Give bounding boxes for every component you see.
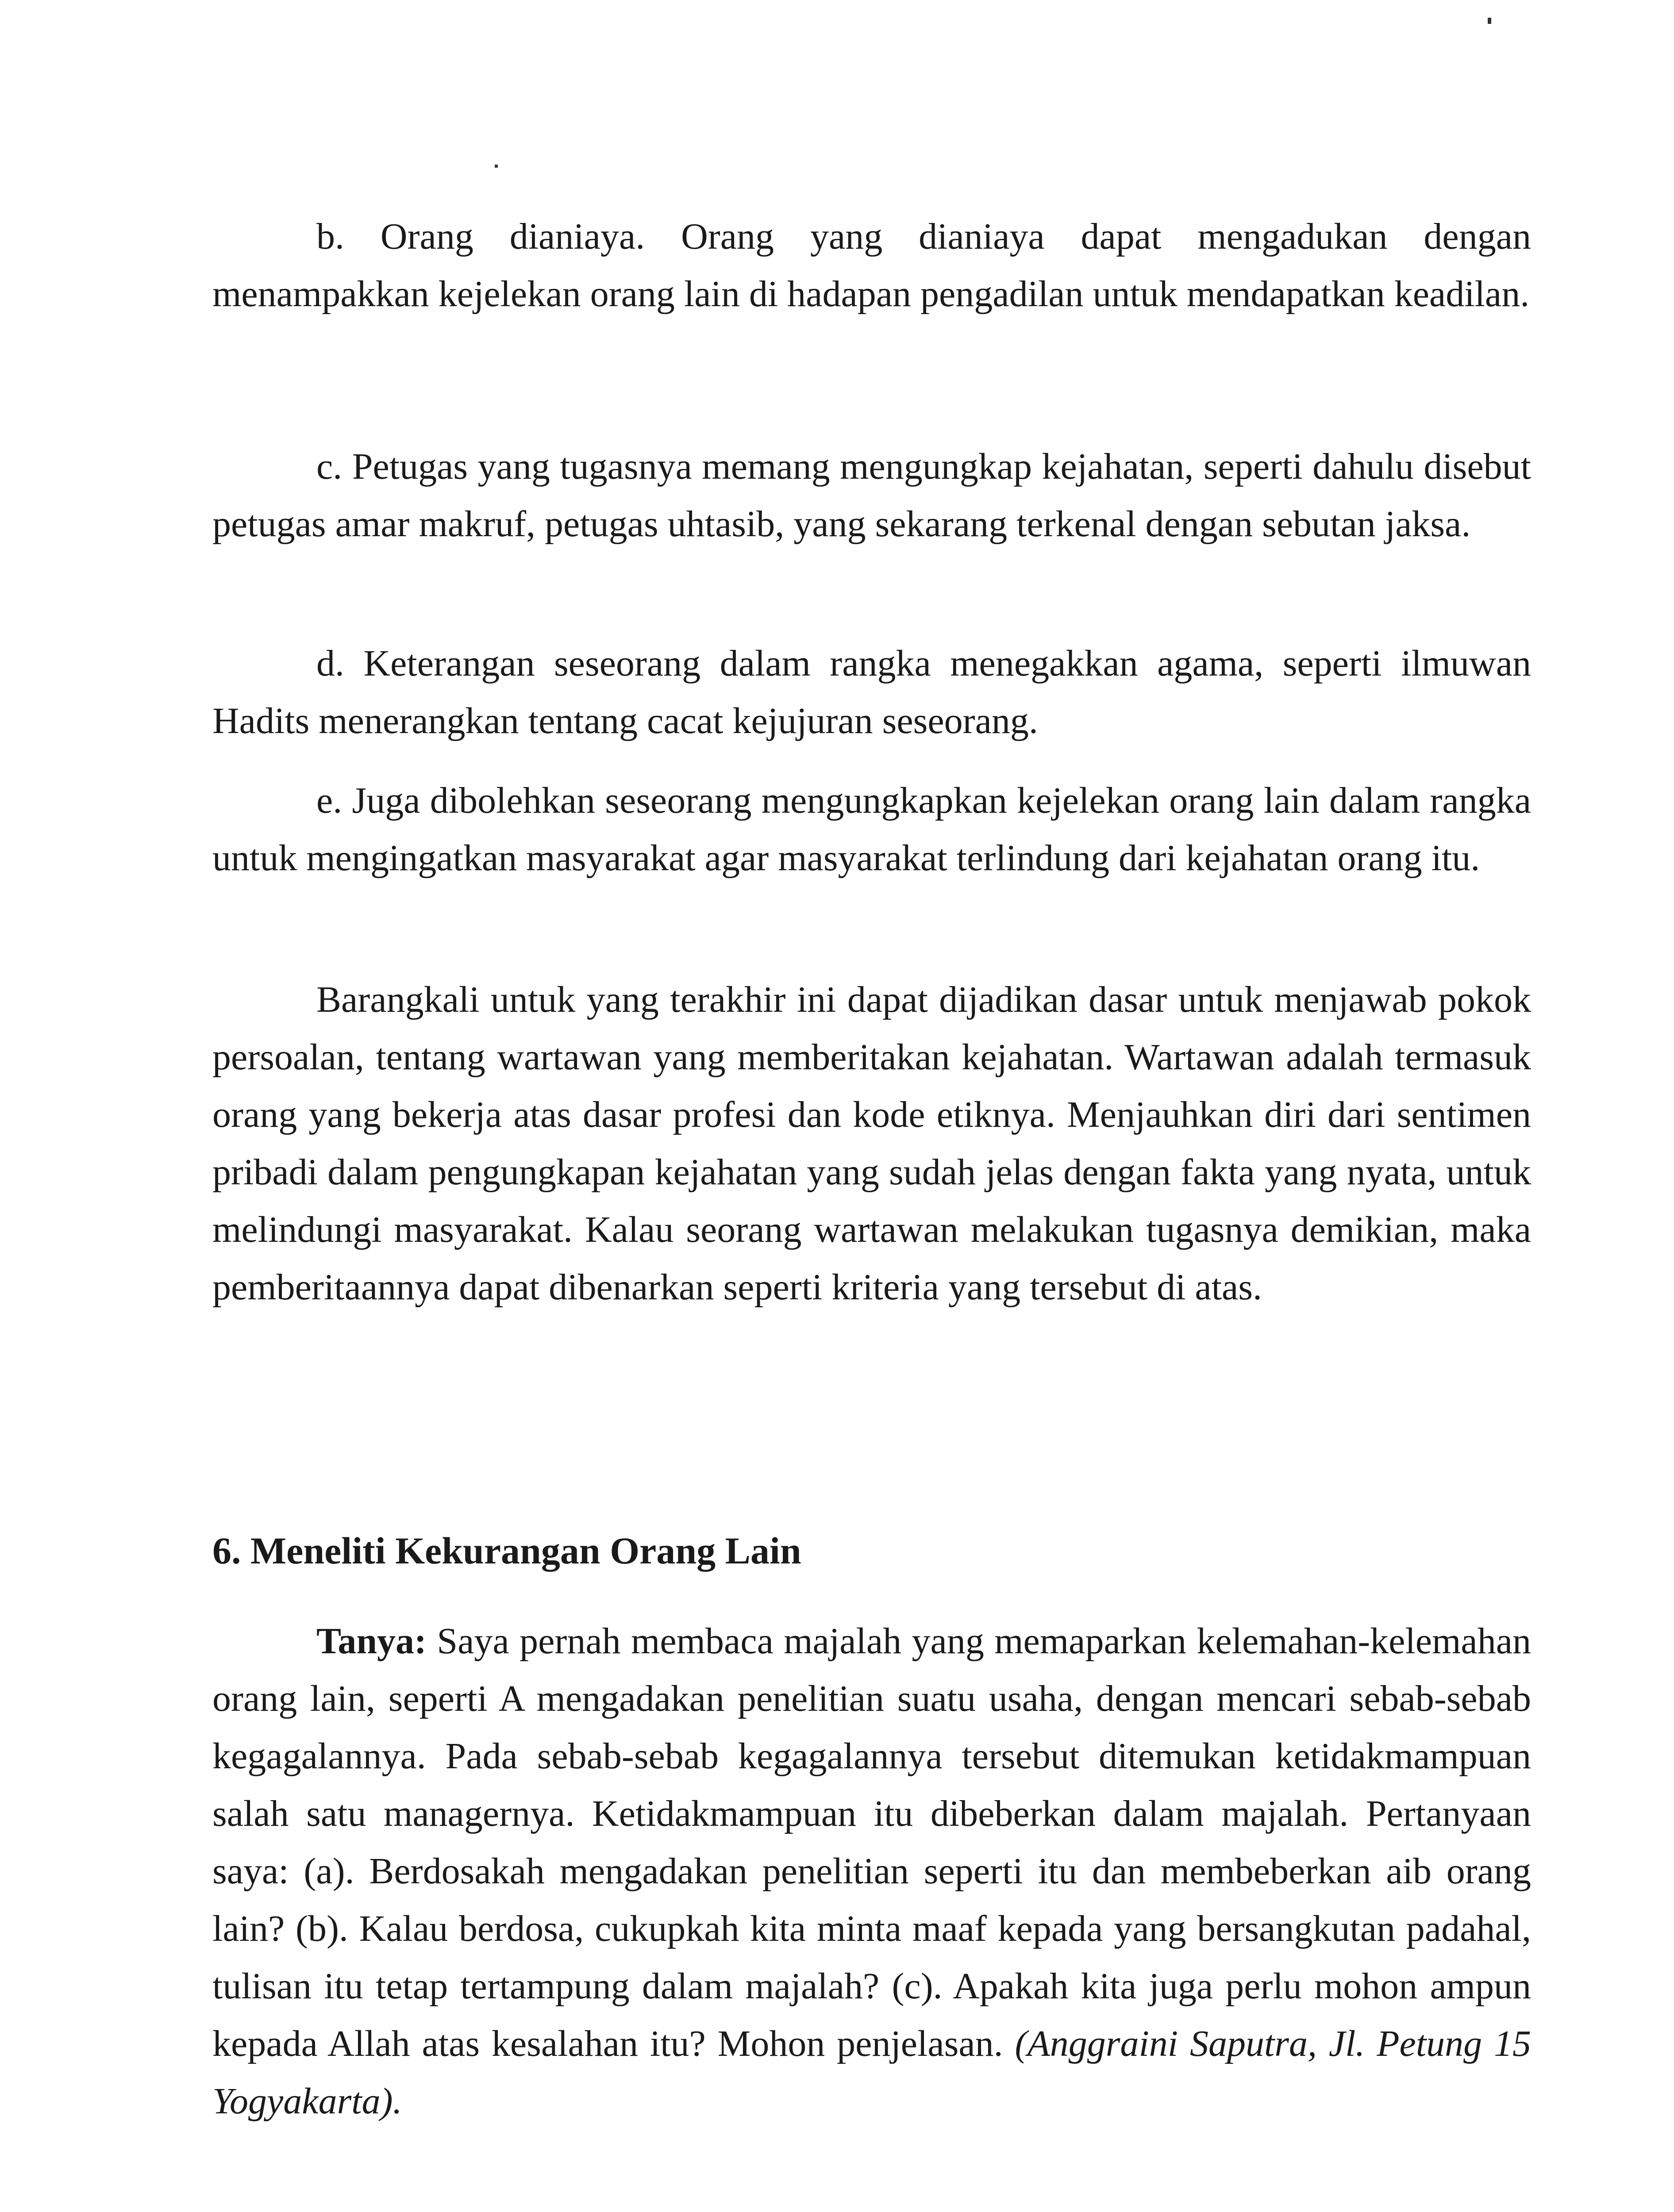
scan-speck	[1488, 18, 1491, 24]
question-text: Saya pernah membaca majalah yang memaparkan kelemahan-kelemahan orang lain, seperti A mengadakan penelitian suatu usaha, dengan mencari sebab-sebab kegagalannya. Pada sebab-sebab kegagalannya tersebut ditemukan ketidakmampuan salah satu managernya. Ketidakmampuan itu dibeberkan dalam majalah. Pertanyaan saya: (a). Berdosakah mengadakan penelitian seperti itu dan membeberkan aib orang lain? (b). Kalau berdosa, cukupkah kita minta maaf kepada yang bersangkutan padahal, tulisan itu tetap tertampung dalam majalah? (c). Apakah kita juga perlu mohon ampun kepada Allah atas kesalahan itu? Mohon penjelasan.	[212, 1621, 1531, 2064]
paragraph-d: d. Keterangan seseorang dalam rangka menegakkan agama, seperti ilmuwan Hadits menerangkan tentang cacat kejujuran seseorang.	[212, 643, 1531, 741]
paragraph-c: c. Petugas yang tugasnya memang mengungkap kejahatan, seperti dahulu disebut petugas amar makruf, petugas uhtasib, yang sekarang terkenal dengan sebutan jaksa.	[212, 446, 1531, 545]
paragraph-main: Barangkali untuk yang terakhir ini dapat dijadikan dasar untuk menjawab pokok persoalan, tentang wartawan yang memberitakan kejahatan. Wartawan adalah termasuk orang yang bekerja atas dasar profesi dan kode etiknya. Menjauhkan diri dari sentimen pribadi dalam pengungkapan kejahatan yang sudah jelas dengan fakta yang nyata, untuk melindungi masyarakat. Kalau seorang wartawan melakukan tugasnya demikian, maka pemberitaannya dapat dibenarkan seperti kriteria yang tersebut di atas.	[212, 979, 1531, 1308]
section-heading: 6. Meneliti Kekurangan Orang Lain	[212, 1529, 801, 1572]
paragraph-e: e. Juga dibolehkan seseorang mengungkapkan kejelekan orang lain dalam rangka untuk mengingatkan masyarakat agar masyarakat terlindung dari kejahatan orang itu.	[212, 780, 1531, 879]
scan-speck	[495, 165, 498, 168]
question-label: Tanya:	[316, 1621, 427, 1662]
paragraph-b: b. Orang dianiaya. Orang yang dianiaya dapat mengadukan dengan menampakkan kejelekan orang lain di hadapan pengadilan untuk mendapatkan keadilan.	[212, 216, 1531, 315]
question-signature: (Anggraini Saputra, Jl. Petung 15 Yogyakarta).	[212, 2023, 1531, 2122]
question-paragraph	[212, 1613, 1531, 2130]
